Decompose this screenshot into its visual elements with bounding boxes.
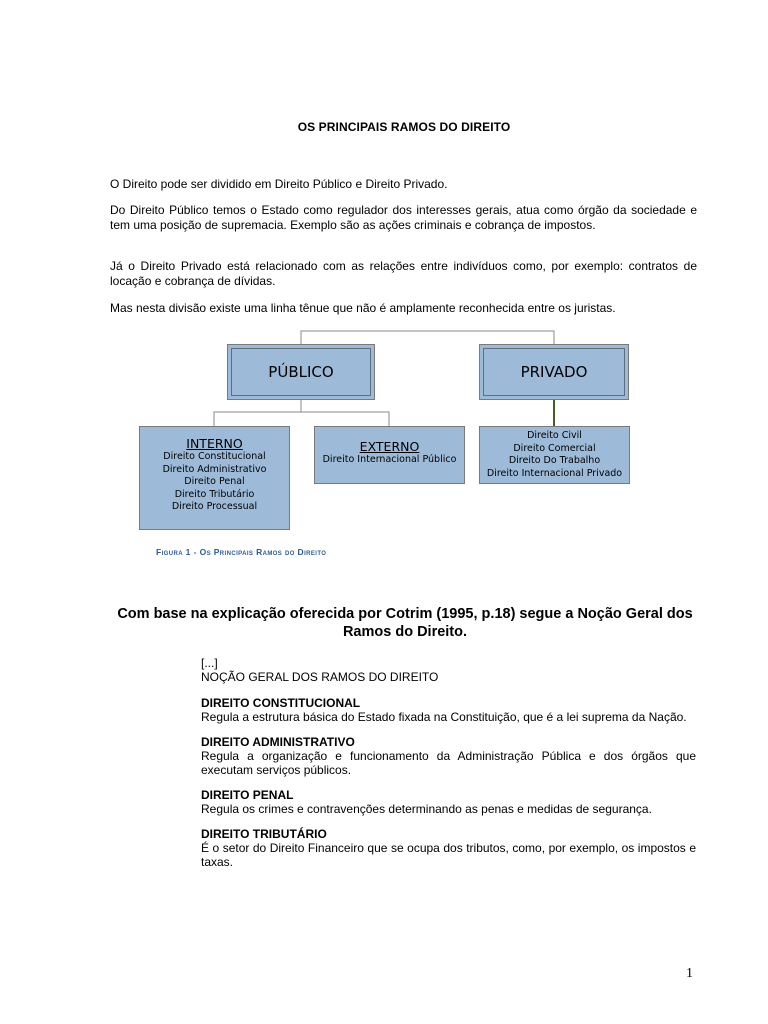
section-intro: Com base na explicação oferecida por Cotrim (1995, p.18) segue a Noção Geral dos Ramos do Direito. bbox=[117, 606, 693, 640]
diagram-item: Direito Tributário bbox=[174, 488, 255, 500]
diagram-box-privado bbox=[479, 344, 629, 400]
section-text: Regula a estrutura básica do Estado fixada na Constituição, que é a lei suprema da Nação. bbox=[201, 710, 687, 724]
diagram-item: Direito Constitucional bbox=[163, 451, 266, 462]
page-title: OS PRINCIPAIS RAMOS DO DIREITO bbox=[297, 120, 511, 134]
figure-caption: Figura 1 - Os Principais Ramos do Direito bbox=[156, 547, 327, 557]
paragraph: Mas nesta divisão existe uma linha tênue que não é amplamente reconhecida entre os juristas. bbox=[110, 301, 616, 315]
diagram-box-privado-ramos bbox=[479, 426, 630, 484]
paragraph: Já o Direito Privado está relacionado com as relações entre indivíduos como, por exemplo: contratos de locação e cobrança de dívidas. bbox=[110, 259, 697, 288]
section-heading: DIREITO ADMINISTRATIVO bbox=[201, 735, 355, 749]
diagram-item: Direito Internacional Privado bbox=[486, 467, 623, 479]
diagram-item: Direito Comercial bbox=[513, 442, 596, 454]
diagram-label-interno: INTERNO bbox=[186, 436, 243, 451]
section-heading: DIREITO PENAL bbox=[201, 788, 294, 802]
connector-publico-children bbox=[214, 412, 389, 426]
diagram-box-interno bbox=[139, 426, 290, 530]
section-text: Regula os crimes e contravenções determinando as penas e medidas de segurança. bbox=[201, 802, 652, 816]
section-text: É o setor do Direito Financeiro que se ocupa dos tributos, como, por exemplo, os impostos e taxas. bbox=[201, 841, 696, 869]
quote-section bbox=[201, 696, 696, 724]
diagram-item: Direito Do Trabalho bbox=[508, 455, 601, 466]
quote-ellipsis: [...] bbox=[201, 656, 218, 670]
diagram-item: Direito Civil bbox=[527, 430, 582, 441]
diagram-box-publico bbox=[227, 344, 375, 400]
paragraph: Do Direito Público temos o Estado como regulador dos interesses gerais, atua como órgão da sociedade e tem uma posição de supremacia. Exemplo são as ações criminais e cobrança de impostos. bbox=[110, 203, 697, 232]
block-quote bbox=[201, 656, 696, 880]
diagram-box-externo bbox=[314, 426, 465, 484]
connector-top bbox=[301, 331, 554, 344]
quote-section bbox=[201, 788, 696, 816]
diagram-label-externo: EXTERNO bbox=[359, 439, 420, 454]
diagram-item: Direito Internacional Público bbox=[322, 454, 457, 465]
quote-title: NOÇÃO GERAL DOS RAMOS DO DIREITO bbox=[201, 670, 439, 684]
diagram-label-publico: PÚBLICO bbox=[268, 363, 334, 381]
diagram-label-privado: PRIVADO bbox=[520, 363, 588, 381]
diagram-item: Direito Administrativo bbox=[162, 463, 267, 475]
section-heading: DIREITO TRIBUTÁRIO bbox=[201, 827, 327, 841]
diagram-item: Direito Penal bbox=[184, 476, 245, 487]
page-number: 1 bbox=[686, 966, 693, 981]
paragraph: O Direito pode ser dividido em Direito Público e Direito Privado. bbox=[110, 177, 448, 191]
section-heading: DIREITO CONSTITUCIONAL bbox=[201, 696, 361, 710]
quote-section bbox=[201, 827, 696, 869]
diagram-item: Direito Processual bbox=[171, 501, 258, 512]
quote-section bbox=[201, 735, 696, 777]
section-text: Regula a organização e funcionamento da Administração Pública e dos órgãos que executam serviços públicos. bbox=[201, 749, 696, 777]
